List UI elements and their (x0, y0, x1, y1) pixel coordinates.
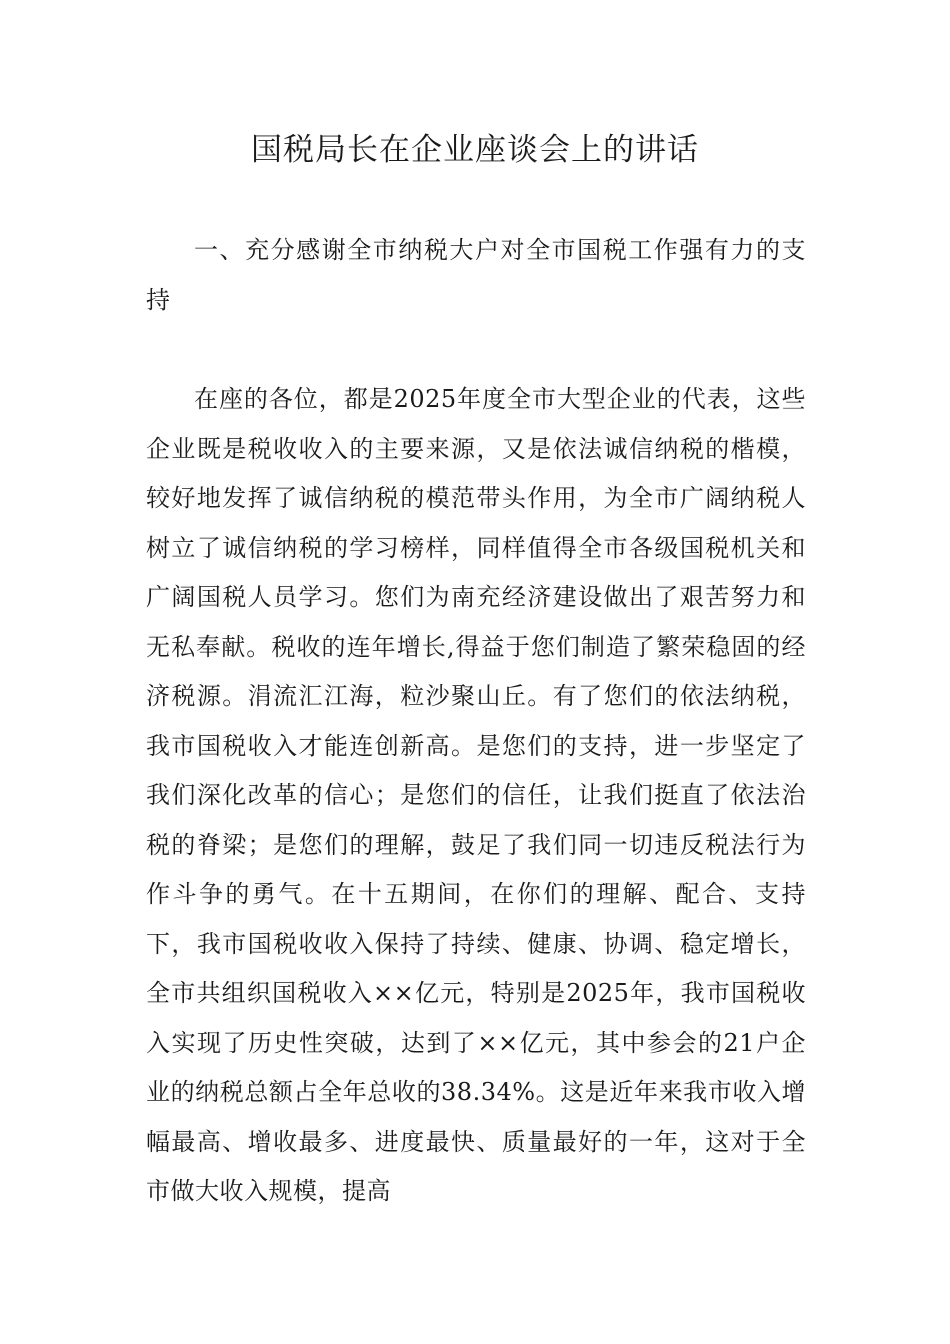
document-title: 国税局长在企业座谈会上的讲话 (251, 132, 699, 168)
body-paragraph: 在座的各位，都是2025年度全市大型企业的代表，这些企业既是税收收入的主要来源，又是依法诚信纳税的楷模，较好地发挥了诚信纳税的模范带头作用，为全市广阔纳税人树立了诚信纳税的学习榜样，同样值得全市各级国税机关和广阔国税人员学习。您们为南充经济建设做出了艰苦努力和无私奉献。税收的连年增长,得益于您们制造了繁荣稳固的经济税源。涓流汇江海，粒沙聚山丘。有了您们的依法纳税，我市国税收入才能连创新高。是您们的支持，进一步坚定了我们深化改革的信心；是您们的信任，让我们挺直了依法治税的脊梁；是您们的理解，鼓足了我们同一切违反税法行为作斗争的勇气。在十五期间，在你们的理解、配合、支持下，我市国税收收入保持了持续、健康、协调、稳定增长，全市共组织国税收入××亿元，特别是2025年，我市国税收入实现了历史性突破，达到了××亿元，其中参会的21户企业的纳税总额占全年总收的38.34%。这是近年来我市收入增幅最高、增收最多、进度最快、质量最好的一年，这对于全市做大收入规模，提高 (146, 385, 806, 1205)
section-heading: 一、充分感谢全市纳税大户对全市国税工作强有力的支持 (146, 236, 806, 314)
